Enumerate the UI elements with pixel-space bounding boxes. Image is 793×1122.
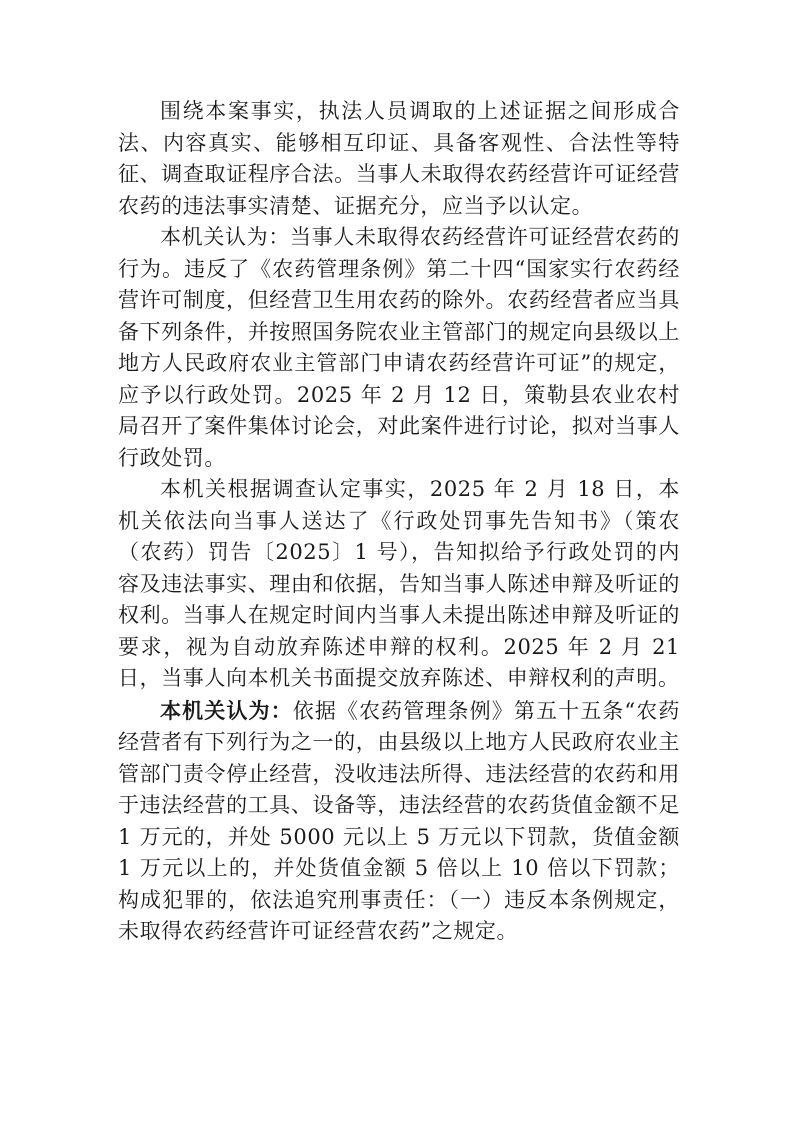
paragraph-evidence-summary <box>118 96 680 222</box>
paragraph-text: 本机关认为：当事人未取得农药经营许可证经营农药的行为。违反了《农药管理条例》第二十四“国家实行农药经营许可制度，但经营卫生用农药的除外。农药经营者应当具备下列条件，并按照国务院农业主管部门的规定向县级以上地方人民政府农业主管部门申请农药经营许可证”的规定，应予以行政处罚。2025 年 2 月 12 日，策勒县农业农村局召开了案件集体讨论会，对此案件进行讨论，拟对当事人行政处罚。 <box>118 225 680 470</box>
paragraph-agency-opinion <box>118 222 680 474</box>
paragraph-legal-basis <box>118 695 680 948</box>
paragraph-text: 本机关根据调查认定事实，2025 年 2 月 18 日，本机关依法向当事人送达了《行政处罚事先告知书》（策农（农药）罚告〔2025〕1 号），告知拟给予行政处罚的内容及违法事实、理由和依据，告知当事人陈述申辩及听证的权利。当事人在规定时间内当事人未提出陈述申辩及听证的要求，视为自动放弃陈述申辩的权利。2025 年 2 月 21 日，当事人向本机关书面提交放弃陈述、申辩权利的声明。 <box>118 477 680 690</box>
paragraph-lead-bold: 本机关认为： <box>160 697 293 723</box>
paragraph-notification <box>118 474 680 695</box>
document-body <box>118 96 680 948</box>
paragraph-text: 依据《农药管理条例》第五十五条“农药经营者有下列行为之一的，由县级以上地方人民政府农业主管部门责令停止经营，没收违法所得、违法经营的农药和用于违法经营的工具、设备等，违法经营的农药货值金额不足 1 万元的，并处 5000 元以上 5 万元以下罚款，货值金额 1 万元以上的，并处货值金额 5 倍以上 10 倍以下罚款；构成犯罪的，依法追究刑事责任：（一）违反本条例规定，未取得农药经营许可证经营农药”之规定。 <box>118 698 680 943</box>
paragraph-text: 围绕本案事实，执法人员调取的上述证据之间形成合法、内容真实、能够相互印证、具备客观性、合法性等特征、调查取证程序合法。当事人未取得农药经营许可证经营农药的违法事实清楚、证据充分，应当予以认定。 <box>118 99 680 218</box>
